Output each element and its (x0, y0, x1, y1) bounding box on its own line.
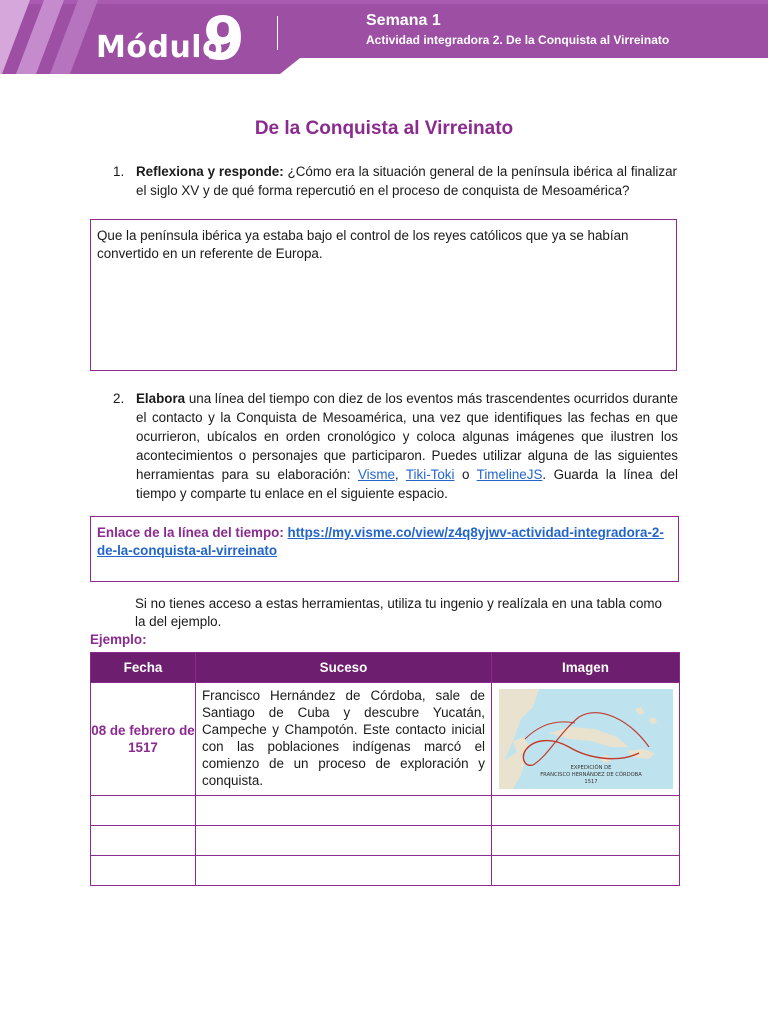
empty-cell[interactable] (196, 826, 492, 856)
empty-cell[interactable] (492, 826, 680, 856)
question-2-text: una línea del tiempo con diez de los eventos más trascendentes ocurridos durante el contacto y la Conquista de Mesoamérica, una vez que identifiques las fechas en que ocurrieron, ubícalos en orden cronológico y coloca algunas imágenes que ilustren los acontecimientos o personajes que participaron. Puedes utilizar alguna de las siguientes herramientas para su elaboración: (136, 391, 678, 482)
expedition-map-image (499, 689, 673, 789)
question-1-text: ¿Cómo era la situación general de la península ibérica al finalizar el siglo XV y de qué forma repercutió en el proceso de conquista de Mesoamérica? (136, 164, 677, 198)
header-suceso: Suceso (196, 653, 492, 683)
timeline-link-label: Enlace de la línea del tiempo: (97, 525, 284, 540)
row-image-cell (492, 683, 680, 796)
answer-1-box[interactable] (90, 219, 677, 371)
map-caption-2: FRANCISCO HERNÁNDEZ DE CÓRDOBA (539, 772, 642, 778)
table-row (91, 683, 680, 796)
empty-cell[interactable] (492, 856, 680, 886)
header-fecha: Fecha (91, 653, 196, 683)
question-2-text-end: . Guarda la línea del tiempo y comparte tu enlace en el siguiente espacio. (136, 467, 678, 501)
tiki-toki-link[interactable]: Tiki-Toki (405, 467, 455, 482)
empty-cell[interactable] (91, 796, 196, 826)
header-divider (277, 16, 278, 50)
table-row (91, 796, 680, 826)
question-2-heading: Elabora (136, 391, 186, 406)
module-label: Módulo (96, 30, 224, 65)
module-header (0, 0, 768, 80)
table-header-row (91, 653, 680, 683)
visme-link[interactable]: Visme (357, 467, 395, 482)
week-label: Semana 1 (366, 12, 441, 29)
module-number: 9 (203, 4, 245, 74)
timelinejs-link[interactable]: TimelineJS (476, 467, 543, 482)
timeline-link-box[interactable] (90, 516, 679, 582)
row-event: Francisco Hernández de Córdoba, sale de Santiago de Cuba y descubre Yucatán, Campeche y Champotón. Este contacto inicial con las poblaciones indígenas marcó el comienzo de un proceso de exploración y conquista. (196, 683, 492, 796)
page-title: De la Conquista al Virreinato (254, 118, 514, 139)
timeline-link-url[interactable]: https://my.visme.co/view/z4q8yjwv-actividad-integradora-2-de-la-conquista-al-virreinato (97, 525, 664, 558)
activity-title: Actividad integradora 2. De la Conquista al Virreinato (366, 33, 670, 47)
question-1-number: 1. (113, 164, 125, 179)
question-1 (113, 162, 677, 200)
question-1-heading: Reflexiona y responde: (136, 164, 284, 179)
table-row (91, 826, 680, 856)
question-2 (113, 389, 678, 503)
empty-cell[interactable] (91, 856, 196, 886)
question-2-sep2: o (454, 467, 477, 482)
example-table (90, 652, 680, 886)
example-label: Ejemplo: (90, 632, 147, 647)
table-row (91, 856, 680, 886)
row-date: 08 de febrero de 1517 (91, 683, 196, 796)
header-imagen: Imagen (492, 653, 680, 683)
empty-cell[interactable] (492, 796, 680, 826)
answer-1-text: Que la península ibérica ya estaba bajo el control de los reyes católicos que ya se habían convertido en un referente de Europa. (97, 228, 629, 261)
alternative-note: Si no tienes acceso a estas herramientas, utiliza tu ingenio y realízala en una tabla como la del ejemplo. (135, 596, 663, 629)
empty-cell[interactable] (91, 826, 196, 856)
question-2-sep1: , (394, 467, 406, 482)
question-2-number: 2. (113, 391, 125, 406)
empty-cell[interactable] (196, 796, 492, 826)
map-caption-1: EXPEDICIÓN DE (570, 765, 611, 771)
map-caption-3: 1517 (583, 779, 598, 785)
empty-cell[interactable] (196, 856, 492, 886)
